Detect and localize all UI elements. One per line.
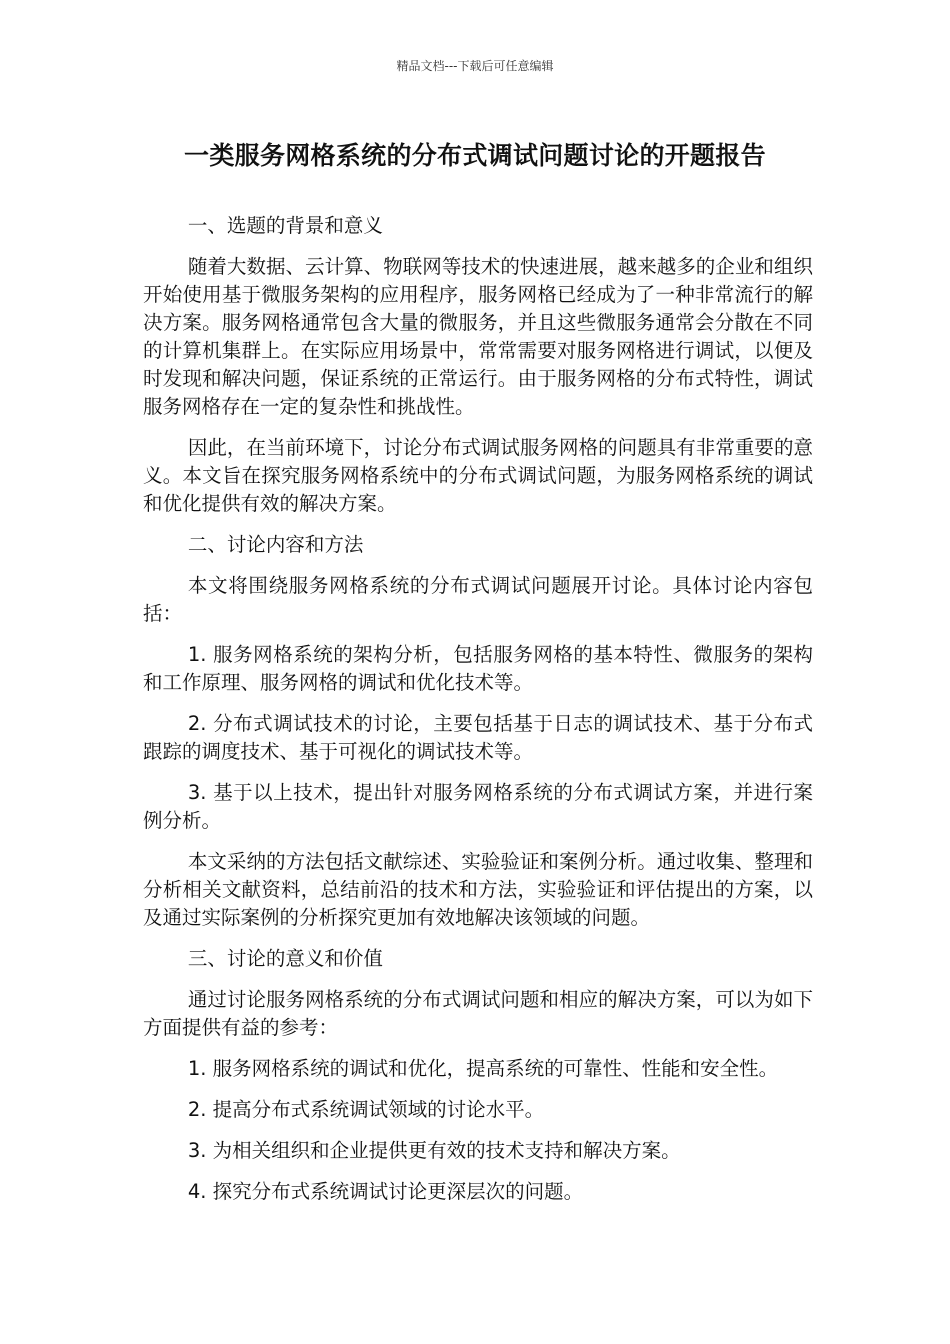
section-heading-3: 三、讨论的意义和价值 — [187, 947, 383, 970]
list-item: 1. 服务网格系统的架构分析，包括服务网格的基本特性、微服务的架构和工作原理、服务网格的调试和优化技术等。 — [143, 643, 813, 694]
paragraph: 本文将围绕服务网格系统的分布式调试问题展开讨论。具体讨论内容包括： — [143, 574, 813, 625]
list-item: 3. 基于以上技术，提出针对服务网格系统的分布式调试方案，并进行案例分析。 — [143, 781, 813, 832]
list-item: 4. 探究分布式系统调试讨论更深层次的问题。 — [187, 1180, 584, 1203]
document-body — [143, 212, 813, 1219]
section-heading-2: 二、讨论内容和方法 — [187, 533, 364, 556]
paragraph: 随着大数据、云计算、物联网等技术的快速进展，越来越多的企业和组织开始使用基于微服务架构的应用程序，服务网格已经成为了一种非常流行的解决方案。服务网格通常包含大量的微服务，并且这些微服务通常会分散在不同的计算机集群上。在实际应用场景中，常常需要对服务网格进行调试，以便及时发现和解决问题，保证系统的正常运行。由于服务网格的分布式特性，调试服务网格存在一定的复杂性和挑战性。 — [143, 255, 813, 418]
paragraph: 通过讨论服务网格系统的分布式调试问题和相应的解决方案，可以为如下方面提供有益的参考： — [143, 988, 813, 1039]
list-item: 2. 提高分布式系统调试领域的讨论水平。 — [187, 1098, 545, 1121]
list-item: 1. 服务网格系统的调试和优化，提高系统的可靠性、性能和安全性。 — [187, 1057, 779, 1080]
list-item: 3. 为相关组织和企业提供更有效的技术支持和解决方案。 — [187, 1139, 681, 1162]
paragraph: 因此，在当前环境下，讨论分布式调试服务网格的问题具有非常重要的意义。本文旨在探究服务网格系统中的分布式调试问题，为服务网格系统的调试和优化提供有效的解决方案。 — [143, 436, 813, 515]
paragraph: 本文采纳的方法包括文献综述、实验验证和案例分析。通过收集、整理和分析相关文献资料，总结前沿的技术和方法，实验验证和评估提出的方案，以及通过实际案例的分析探究更加有效地解决该领域的问题。 — [143, 850, 813, 929]
document-title: 一类服务网格系统的分布式调试问题讨论的开题报告 — [184, 141, 766, 170]
page-header: 精品文档---下载后可任意编辑 — [396, 59, 554, 73]
list-item: 2. 分布式调试技术的讨论，主要包括基于日志的调试技术、基于分布式跟踪的调度技术、基于可视化的调试技术等。 — [143, 712, 813, 763]
section-heading-1: 一、选题的背景和意义 — [187, 214, 383, 237]
